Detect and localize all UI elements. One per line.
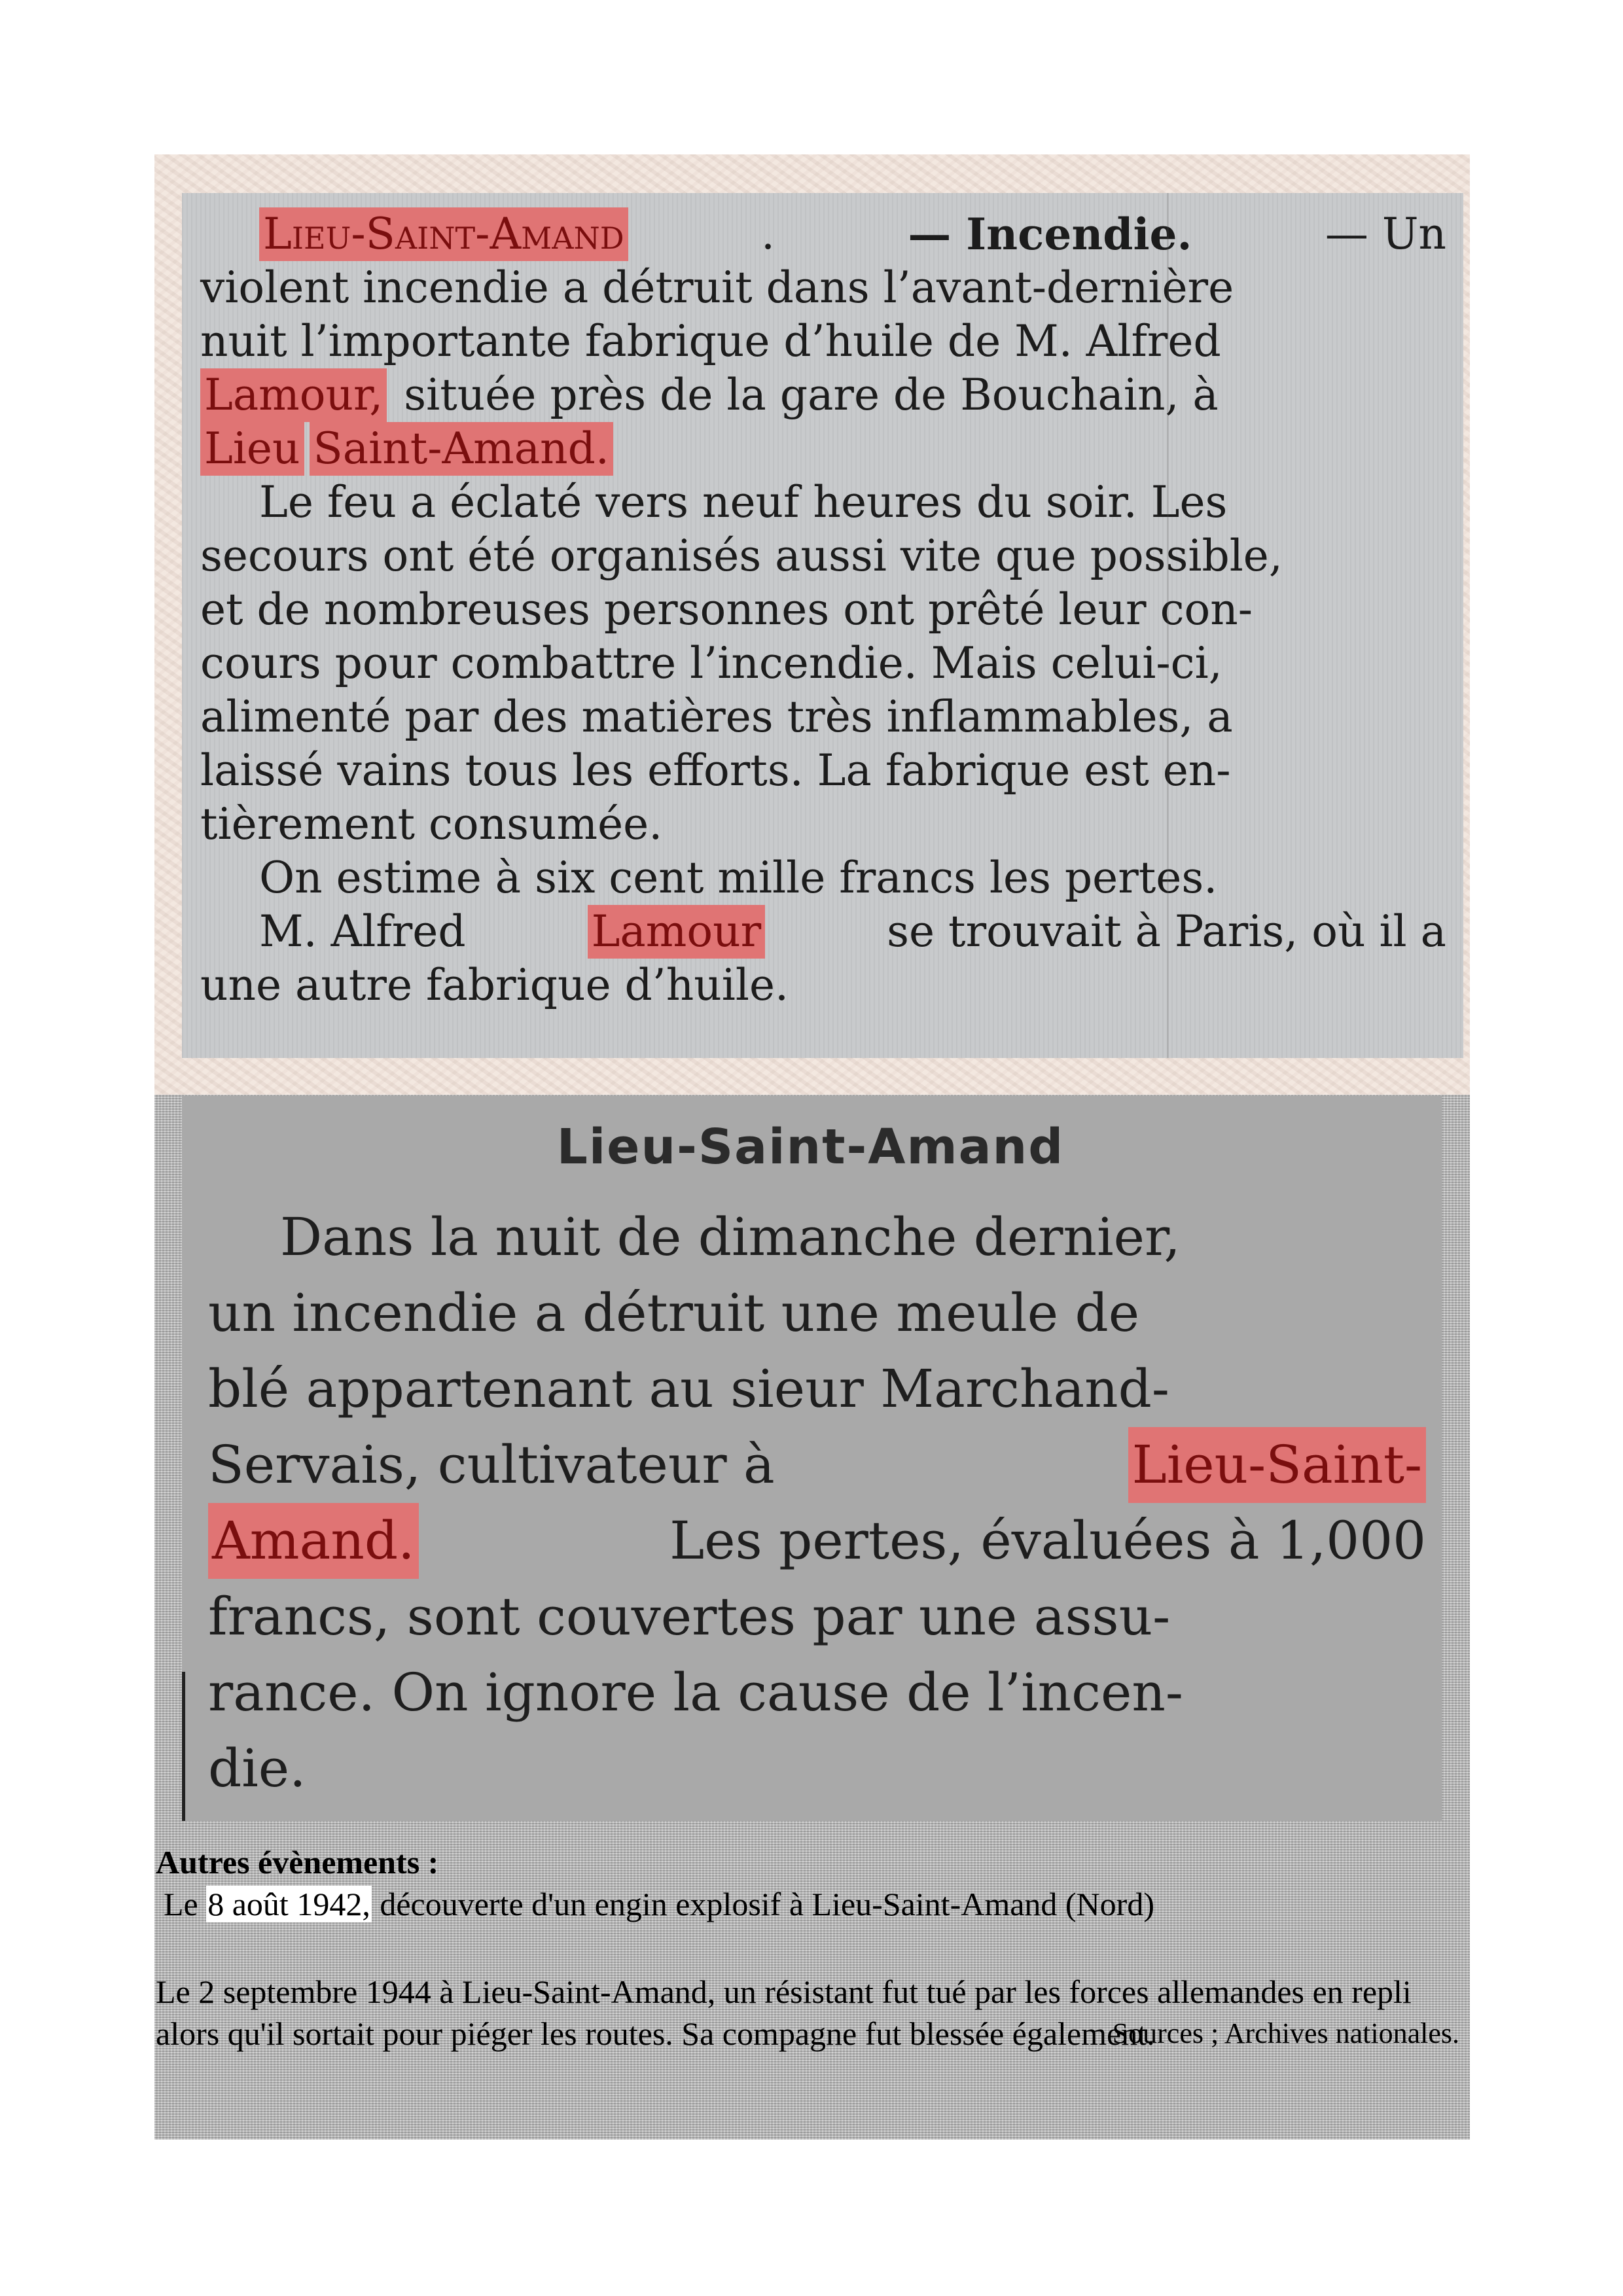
clipping-line	[200, 905, 1446, 959]
article-heading: — Incendie.	[908, 209, 1192, 260]
clipping-line: violent incendie a détruit dans l’avant-dernière	[200, 262, 1234, 313]
highlight-surname: Lamour,	[200, 368, 387, 422]
highlight-surname: Lamour	[588, 905, 766, 959]
clipping-line	[208, 1503, 1426, 1579]
clipping-text: — Un	[1325, 209, 1446, 259]
clipping-line: alimenté par des matières très inflammables, a	[200, 692, 1233, 742]
clipping-line	[200, 207, 1446, 261]
highlight-place-name: Lieu-Saint-	[1128, 1427, 1426, 1503]
sources-credit: Sources ; Archives nationales.	[1112, 2017, 1459, 2049]
clipping-text: Les pertes, évaluées à 1,000	[669, 1510, 1426, 1571]
highlight-place-name: Lieu	[200, 422, 304, 476]
clipping-edge-mark	[182, 1672, 185, 1821]
section-heading: Autres évènements :	[156, 1844, 439, 1881]
clipping-line: blé appartenant au sieur Marchand-	[208, 1358, 1169, 1419]
clipping-line: francs, sont couvertes par une assu-	[208, 1586, 1171, 1647]
newspaper-clipping-fire-wheat-stack	[182, 1096, 1442, 1821]
clipping-title: Lieu-Saint-Amand	[556, 1119, 1065, 1175]
clipping-text: située près de la gare de Bouchain, à	[404, 370, 1219, 420]
clipping-line: un incendie a détruit une meule de	[208, 1282, 1140, 1343]
clipping-line	[200, 368, 1446, 422]
clipping-line: cours pour combattre l’incendie. Mais celui-ci,	[200, 638, 1222, 688]
clipping-line: rance. On ignore la cause de l’incen-	[208, 1662, 1183, 1723]
clipping-line	[208, 1427, 1426, 1503]
event-1942	[164, 1883, 1470, 1925]
event-text: découverte d'un engin explosif à Lieu-Saint-Amand (Nord)	[371, 1886, 1154, 1922]
column-fold-line	[1167, 193, 1169, 1058]
clipping-text: M. Alfred	[259, 906, 466, 957]
highlight-place-name: Amand.	[208, 1503, 419, 1579]
highlight-place-name: Lieu-Saint-Amand	[259, 207, 628, 261]
clipping-line: nuit l’importante fabrique d’huile de M. Alfred	[200, 316, 1221, 366]
highlight-place-name: Saint-Amand.	[310, 422, 613, 476]
clipping-line	[200, 422, 1446, 476]
highlighted-date: 8 août 1942,	[207, 1886, 370, 1922]
punctuation: .	[760, 209, 775, 259]
event-1944: Le 2 septembre 1944 à Lieu-Saint-Amand, un résistant fut tué par les forces allemandes en repli alors qu'il sortait pour piéger les routes. Sa compagne fut blessée également.	[156, 1973, 1412, 2052]
clipping-line: laissé vains tous les efforts. La fabrique est en-	[200, 745, 1231, 796]
clipping-line: On estime à six cent mille francs les pertes.	[259, 853, 1218, 903]
clipping-text: Servais, cultivateur à	[208, 1434, 775, 1495]
clipping-text: se trouvait à Paris, où il a	[887, 906, 1446, 957]
clipping-line: Le feu a éclaté vers neuf heures du soir. Les	[259, 477, 1228, 527]
event-1944-wrapper	[154, 1971, 1470, 2055]
event-text: Le	[164, 1886, 207, 1922]
clipping-line: tièrement consumée.	[200, 799, 663, 849]
other-events-section	[154, 1843, 1470, 2055]
clipping-line: une autre fabrique d’huile.	[200, 960, 789, 1010]
clipping-line: Dans la nuit de dimanche dernier,	[280, 1207, 1181, 1267]
clipping-line: secours ont été organisés aussi vite que possible,	[200, 531, 1283, 581]
clipping-line: die.	[208, 1738, 306, 1799]
newspaper-clipping-fire-oil-factory	[182, 193, 1463, 1058]
clipping-line: et de nombreuses personnes ont prêté leur con-	[200, 584, 1253, 635]
page-frame	[154, 154, 1470, 2140]
